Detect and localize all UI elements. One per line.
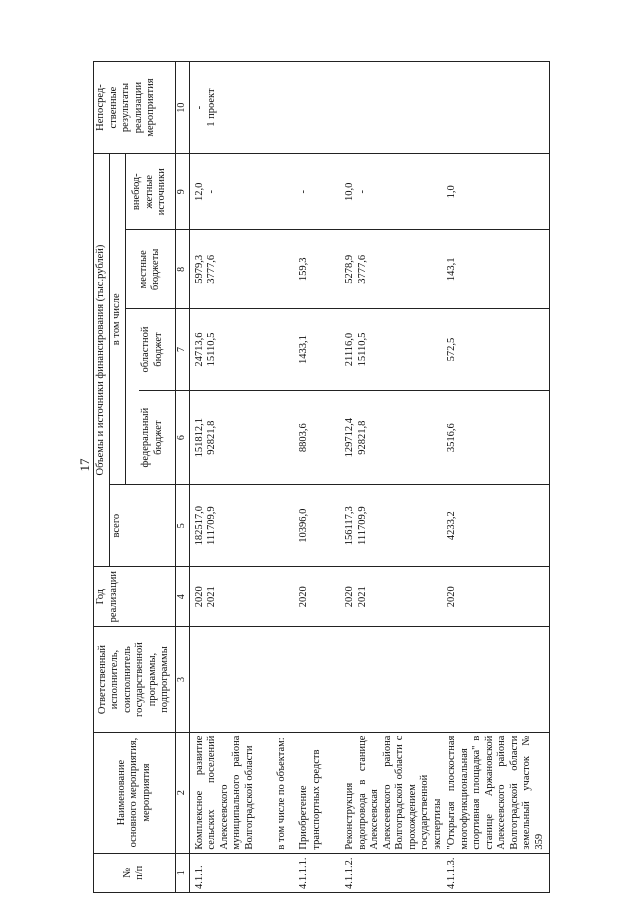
page-number: 17 bbox=[77, 458, 92, 472]
row-total: 10396,0 bbox=[297, 485, 343, 567]
table-row bbox=[445, 62, 549, 893]
header-federal: федеральный бюджет bbox=[139, 390, 175, 485]
row-local: 159,3 bbox=[297, 230, 343, 309]
row-num: 4.1.1. bbox=[189, 853, 297, 892]
row-result bbox=[343, 62, 445, 154]
header-total: всего bbox=[110, 485, 176, 567]
row-name-cell bbox=[189, 732, 297, 853]
row-local: 5979,3 3777,6 bbox=[189, 230, 297, 309]
column-numbers-row bbox=[175, 62, 189, 893]
row-subtitle: в том числе по объектам: bbox=[276, 737, 287, 850]
table-row bbox=[343, 62, 445, 893]
row-executor bbox=[189, 627, 297, 732]
row-year: 2020 2021 bbox=[189, 566, 297, 626]
col-number: 4 bbox=[175, 566, 189, 626]
header-num: № п/п bbox=[94, 853, 176, 892]
col-number: 1 bbox=[175, 853, 189, 892]
row-extrabudget: 12,0 - bbox=[189, 154, 297, 230]
row-year: 2020 2021 bbox=[343, 566, 445, 626]
row-extrabudget: 1,0 bbox=[445, 154, 549, 230]
header-regional: областной бюджет bbox=[139, 309, 175, 391]
row-regional: 21116,0 15110,5 bbox=[343, 309, 445, 391]
row-regional: 1433,1 bbox=[297, 309, 343, 391]
row-num: 4.1.1.1. bbox=[297, 853, 343, 892]
col-number: 5 bbox=[175, 485, 189, 567]
col-number: 8 bbox=[175, 230, 189, 309]
row-total: 156117,3 111709,9 bbox=[343, 485, 445, 567]
financing-table bbox=[93, 61, 550, 893]
row-federal: 151812,1 92821,8 bbox=[189, 390, 297, 485]
row-year: 2020 bbox=[445, 566, 549, 626]
row-name: Реконструкция водопровода в станице Алексеевская Алексеевского района Волгоградской области с прохождением государственной экспертизы bbox=[343, 732, 445, 853]
header-executor: Ответственный исполнитель, соисполнитель государственной программы, подпрограммы bbox=[94, 627, 176, 732]
row-regional: 572,5 bbox=[445, 309, 549, 391]
row-executor bbox=[445, 627, 549, 732]
header-extrabudget: внебюд- жетные источники bbox=[125, 154, 175, 230]
row-result: - 1 проект bbox=[189, 62, 297, 154]
header-year: Год реализации bbox=[94, 566, 176, 626]
row-local: 143,1 bbox=[445, 230, 549, 309]
header-name: Наименование основного мероприятия, мероприятия bbox=[94, 732, 176, 853]
rotated-table-container bbox=[93, 61, 545, 893]
row-federal: 8803,6 bbox=[297, 390, 343, 485]
table-row bbox=[297, 62, 343, 893]
row-executor bbox=[343, 627, 445, 732]
row-name: Комплексное развитие сельских поселений Алексеевского муниципального района Волгоградской области bbox=[193, 735, 255, 850]
row-regional: 24713,6 15110,5 bbox=[189, 309, 297, 391]
row-year: 2020 bbox=[297, 566, 343, 626]
row-num: 4.1.1.2. bbox=[343, 853, 445, 892]
col-number: 9 bbox=[175, 154, 189, 230]
row-total: 182517,0 111709,9 bbox=[189, 485, 297, 567]
col-number: 6 bbox=[175, 390, 189, 485]
table-row bbox=[189, 62, 297, 893]
header-including: в том числе bbox=[110, 154, 126, 485]
header-result: Непосред- ственные результаты реализации мероприятия bbox=[94, 62, 176, 154]
row-name: "Открытая плоскостная многофункциональная спортивная площадка" в станице Аржановской Алексеевского района Волгоградской области земельный участок № 359 bbox=[445, 732, 549, 853]
row-local: 5278,9 3777,6 bbox=[343, 230, 445, 309]
header-financing: Объемы и источники финансирования (тыс.рублей) bbox=[94, 154, 110, 567]
header-local: местные бюджеты bbox=[125, 230, 175, 309]
col-number: 10 bbox=[175, 62, 189, 154]
row-name: Приобретение транспортных средств bbox=[297, 732, 343, 853]
row-total: 4233,2 bbox=[445, 485, 549, 567]
row-federal: 129712,4 92821,8 bbox=[343, 390, 445, 485]
row-num: 4.1.1.3. bbox=[445, 853, 549, 892]
col-number: 3 bbox=[175, 627, 189, 732]
row-result bbox=[445, 62, 549, 154]
row-extrabudget: 10,0 - bbox=[343, 154, 445, 230]
col-number: 2 bbox=[175, 732, 189, 853]
row-executor bbox=[297, 627, 343, 732]
row-federal: 3516,6 bbox=[445, 390, 549, 485]
col-number: 7 bbox=[175, 309, 189, 391]
row-extrabudget: - bbox=[297, 154, 343, 230]
row-result bbox=[297, 62, 343, 154]
